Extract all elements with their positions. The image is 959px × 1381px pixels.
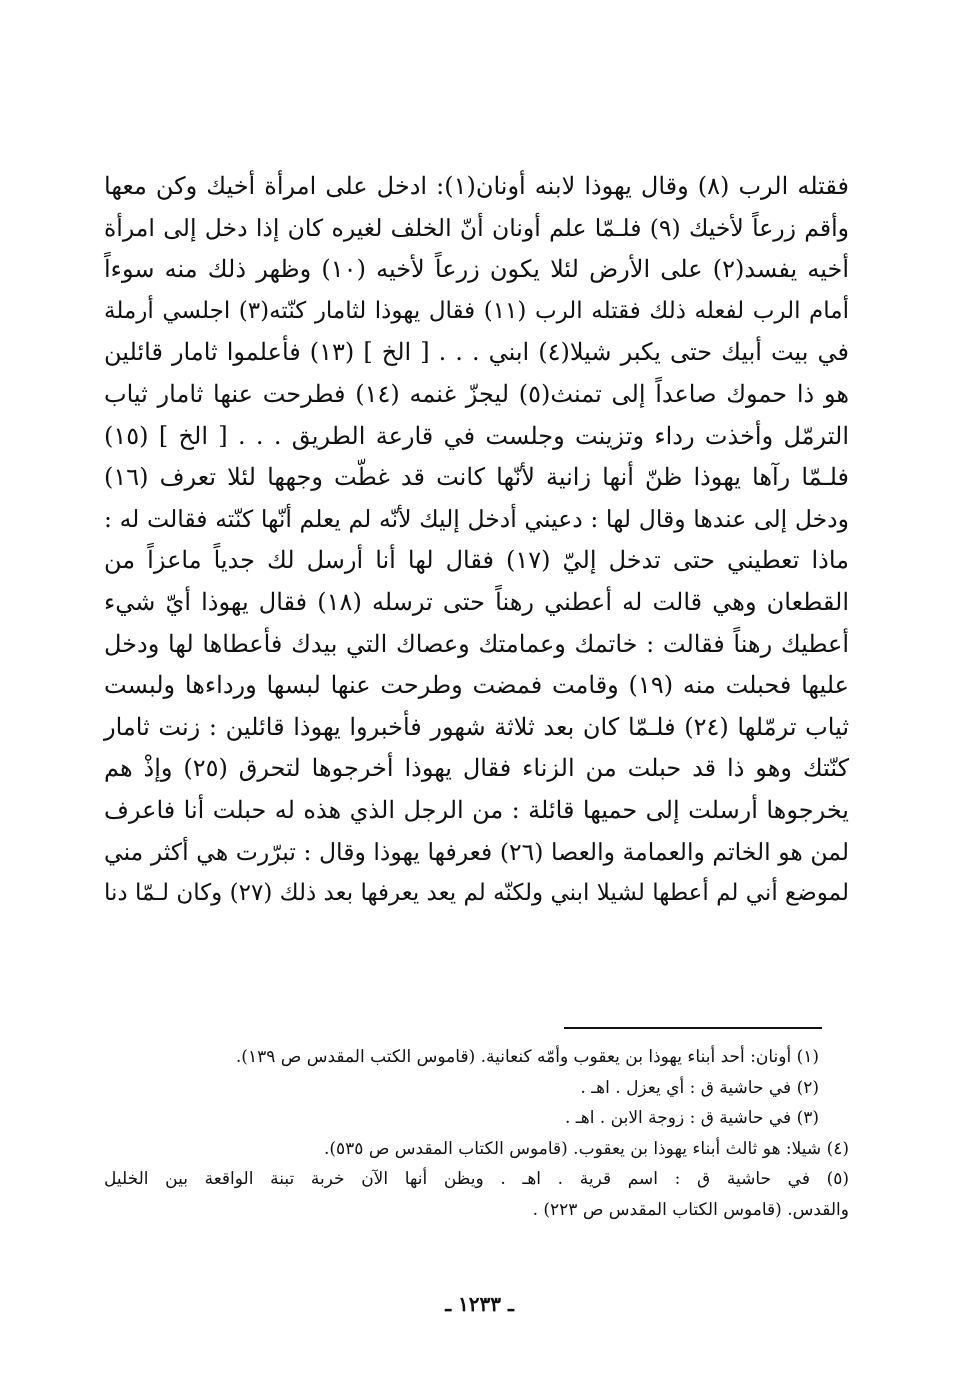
text-line: ماذا تعطيني حتى تدخل إليّ (١٧) فقال لها أنا أرسل لك جدياً ماعزاً من [104,546,849,575]
text-line: ودخل إلى عندها وقال لها : دعيني أدخل إليك لأنّه لم يعلم أنّها كنّته فقالت له : [104,504,849,533]
text-line: لمن هو الخاتم والعمامة والعصا (٢٦) فعرفها يهوذا وقال : تبرّرت هي أكثر مني [104,837,849,866]
text-line: لموضع أني لم أعطها لشيلا ابني ولكنّه لم يعد يعرفها بعد ذلك (٢٧) وكان لـمّا دنا [104,880,849,907]
text-line: أخيه يفسد(٢) على الأرض لئلا يكون زرعاً لأخيه (١٠) وظهر ذلك منه سوءاً [104,255,850,284]
text-line: القطعان وهي قالت له أعطني رهناً حتى ترسله (١٨) فقال يهوذا أيّ شيء [104,587,850,616]
page-number: ـ ١٢٣٣ ـ [445,1292,514,1316]
text-line: يخرجوها أرسلت إلى حميها قائلة : من الرجل الذي هذه له حبلت أنا فاعرف [104,795,849,824]
text-line: في بيت أبيك حتى يكبر شيلا(٤) ابني . . . [ الخ ] (١٣) فأعلموا ثامار قائلين [104,338,849,367]
footnote-3: (٣) في حاشية ق : زوجة الابن . اهـ . [564,1108,819,1128]
text-line: كنّتك وهو ذا قد حبلت من الزناء فقال يهوذا أخرجوها لتحرق (٢٥) وإذْ هم [104,754,849,783]
text-line: ثياب ترمّلها (٢٤) فلـمّا كان بعد ثلاثة شهور فأخبروا يهوذا قائلين : زنت ثامار [104,712,850,741]
footnote-2: (٢) في حاشية ق : أي يعزل . اهـ . [580,1077,819,1098]
text-line: أمام الرب لفعله ذلك فقتله الرب (١١) فقال يهوذا لثامار كنّته(٣) اجلسي أرملة [104,297,849,324]
text-line: الترمّل وأخذت رداء وتزينت وجلست في قارعة الطريق . . . [ الخ ] (١٥) [104,421,849,450]
footnote-5: (٥) في حاشية ق : اسم قرية . اهـ . ويظن أنها الآن خربة تبنة الواقعة بين الخليل [104,1169,849,1189]
footnote-5-continuation: والقدس. (قاموس الكتاب المقدس ص ٢٢٣) . [532,1199,849,1220]
text-line: فقتله الرب (٨) وقال يهوذا لابنه أونان(١): ادخل على امرأة أخيك وكن معها [104,172,850,200]
footnote-1: (١) أونان: أحد أبناء يهوذا بن يعقوب وأمّه كنعانية. (قاموس الكتب المقدس ص ١٣٩). [235,1047,819,1067]
footnote-divider [564,1027,822,1029]
text-line: عليها فحبلت منه (١٩) وقامت فمضت وطرحت عنها لبسها ورداءها ولبست [104,671,849,700]
text-line: هو ذا حموك صاعداً إلى تمنث(٥) ليجزّ غنمه (١٤) فطرحت عنها ثامار ثياب [104,379,850,408]
text-line: وأقم زرعاً لأخيك (٩) فلـمّا علم أونان أنّ الخلف لغيره كان إذا دخل إلى امرأة [104,213,849,242]
footnotes-block [104,1042,849,1225]
text-line: فلـمّا رآها يهوذا ظنّ أنها زانية لأنّها كانت قد غطّت وجهها لئلا تعرف (١٦) [104,463,849,492]
main-text-block [104,166,849,915]
text-line: أعطيك رهناً فقالت : خاتمك وعمامتك وعصاك التي بيدك فأعطاها لها ودخل [104,629,850,658]
footnote-4: (٤) شيلا: هو ثالث أبناء يهوذا بن يعقوب. (قاموس الكتاب المقدس ص ٥٣٥). [323,1138,849,1159]
